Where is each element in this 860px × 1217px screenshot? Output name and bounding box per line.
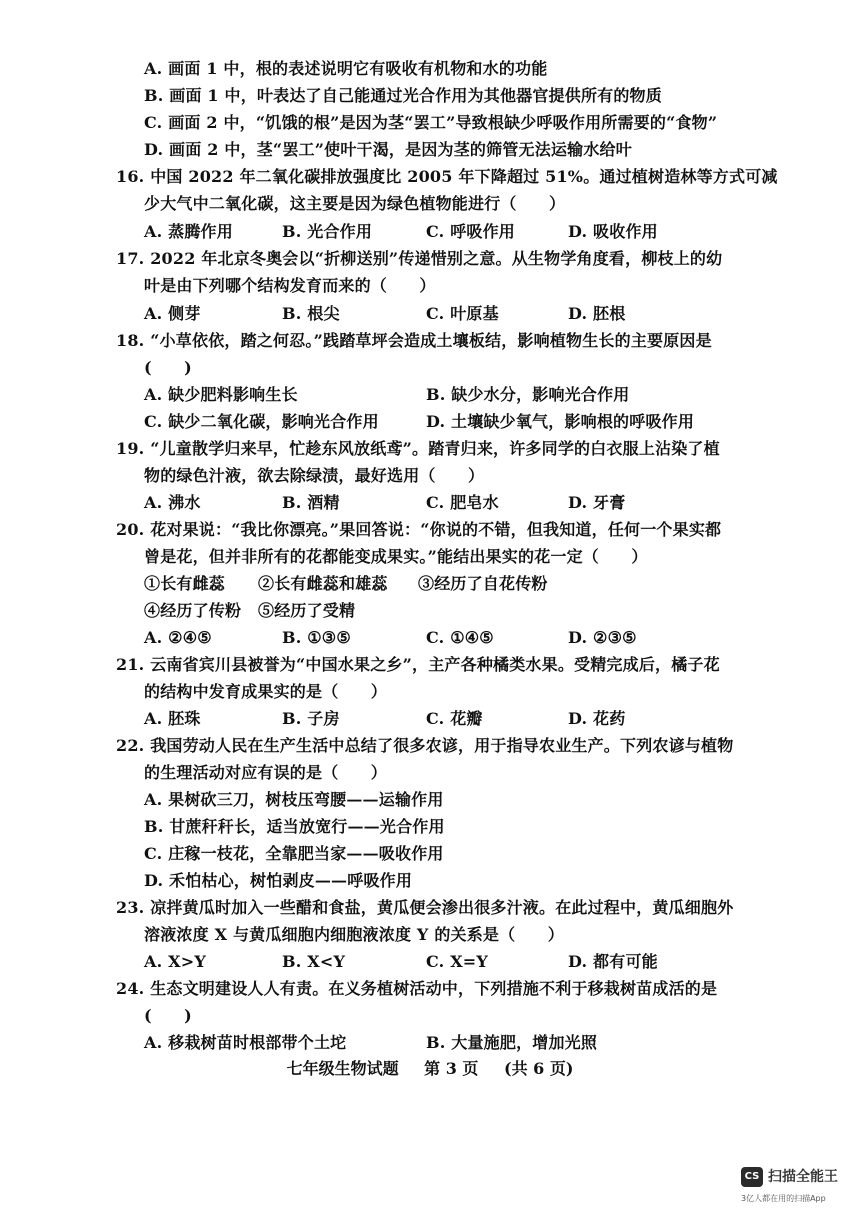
scanner-tagline: 3亿人都在用的扫描App (741, 1194, 826, 1203)
q21-option-a: A. 胚珠 (144, 709, 201, 728)
q24-option-b: B. 大量施肥，增加光照 (426, 1033, 598, 1052)
q22-stem-line2: 的生理活动对应有误的是（ ） (144, 763, 388, 782)
q18-stem-line2: ( ) (144, 358, 192, 377)
footer-total-pages: (共 6 页) (504, 1059, 574, 1078)
q19-stem-line1: 19. “儿童散学归来早，忙趁东风放纸鸢”。踏青归来，许多同学的白衣服上沾染了植 (116, 439, 720, 458)
scanner-watermark (741, 1165, 851, 1211)
q20-stem-line2: 曾是花，但并非所有的花都能变成果实。”能结出果实的花一定（ ） (144, 547, 648, 566)
q17-option-d: D. 胚根 (568, 304, 626, 323)
q20-option-c: C. ①④⑤ (426, 628, 494, 647)
scanner-logo-icon: CS (741, 1167, 763, 1187)
q21-option-c: C. 花瓣 (426, 709, 483, 728)
q15-option-c: C. 画面 2 中，“饥饿的根”是因为茎“罢工”导致根缺少呼吸作用所需要的“食物” (144, 113, 718, 132)
q23-option-c: C. X=Y (426, 952, 489, 971)
q22-option-a: A. 果树砍三刀，树枝压弯腰——运输作用 (144, 790, 444, 809)
q17-option-a: A. 侧芽 (144, 304, 201, 323)
q22-option-b: B. 甘蔗秆秆长，适当放宽行——光合作用 (144, 817, 445, 836)
q15-option-d: D. 画面 2 中，茎“罢工”使叶干渴，是因为茎的筛管无法运输水给叶 (144, 140, 632, 159)
q20-option-b: B. ①③⑤ (282, 628, 351, 647)
q17-stem-line1: 17. 2022 年北京冬奥会以“折柳送别”传递惜别之意。从生物学角度看，柳枝上的幼 (116, 249, 723, 268)
q19-option-c: C. 肥皂水 (426, 493, 499, 512)
q16-option-d: D. 吸收作用 (568, 222, 658, 241)
q17-option-c: C. 叶原基 (426, 304, 499, 323)
q19-stem-line2: 物的绿色汁液，欲去除绿渍，最好选用（ ） (144, 466, 485, 485)
q20-stem-line1: 20. 花对果说：“我比你漂亮。”果回答说：“你说的不错，但我知道，任何一个果实都 (116, 520, 722, 539)
q20-statement-3: ③经历了自花传粉 (418, 574, 548, 593)
q16-option-b: B. 光合作用 (282, 222, 373, 241)
q15-option-b: B. 画面 1 中，叶表达了自己能通过光合作用为其他器官提供所有的物质 (144, 86, 662, 105)
q18-option-d: D. 土壤缺少氧气，影响根的呼吸作用 (426, 412, 695, 431)
q16-stem-line2: 少大气中二氧化碳，这主要是因为绿色植物能进行（ ） (144, 194, 566, 213)
page-footer (0, 1056, 860, 1079)
q19-option-a: A. 沸水 (144, 493, 201, 512)
q20-statement-2: ②长有雌蕊和雄蕊 (258, 574, 388, 593)
q21-option-b: B. 子房 (282, 709, 340, 728)
q18-option-c: C. 缺少二氧化碳，影响光合作用 (144, 412, 379, 431)
q17-stem-line2: 叶是由下列哪个结构发育而来的（ ） (144, 276, 436, 295)
q15-option-a: A. 画面 1 中，根的表述说明它有吸收有机物和水的功能 (144, 59, 548, 78)
q23-option-d: D. 都有可能 (568, 952, 658, 971)
q23-option-a: A. X>Y (144, 952, 206, 971)
footer-title: 七年级生物试题 (286, 1059, 399, 1078)
q19-option-b: B. 酒精 (282, 493, 340, 512)
q21-stem-line2: 的结构中发育成果实的是（ ） (144, 682, 388, 701)
q20-option-d: D. ②③⑤ (568, 628, 637, 647)
q16-stem-line1: 16. 中国 2022 年二氧化碳排放强度比 2005 年下降超过 51%。通过植树造林等方式可减 (116, 167, 778, 186)
q16-option-a: A. 蒸腾作用 (144, 222, 233, 241)
q18-option-b: B. 缺少水分，影响光合作用 (426, 385, 630, 404)
q16-option-c: C. 呼吸作用 (426, 222, 515, 241)
q18-option-a: A. 缺少肥料影响生长 (144, 385, 298, 404)
q19-option-d: D. 牙膏 (568, 493, 626, 512)
q21-stem-line1: 21. 云南省宾川县被誉为“中国水果之乡”，主产各种橘类水果。受精完成后，橘子花 (116, 655, 720, 674)
scanner-app-name: 扫描全能王 (768, 1169, 838, 1185)
q17-option-b: B. 根尖 (282, 304, 340, 323)
q22-option-d: D. 禾怕枯心，树怕剥皮——呼吸作用 (144, 871, 413, 890)
q24-stem-line2: ( ) (144, 1006, 192, 1025)
q22-option-c: C. 庄稼一枝花，全靠肥当家——吸收作用 (144, 844, 444, 863)
q24-option-a: A. 移栽树苗时根部带个土坨 (144, 1033, 347, 1052)
q23-stem-line1: 23. 凉拌黄瓜时加入一些醋和食盐，黄瓜便会渗出很多汁液。在此过程中，黄瓜细胞外 (116, 898, 734, 917)
q24-stem-line1: 24. 生态文明建设人人有责。在义务植树活动中，下列措施不利于移栽树苗成活的是 (116, 979, 718, 998)
q23-stem-line2: 溶液浓度 X 与黄瓜细胞内细胞液浓度 Y 的关系是（ ） (144, 925, 564, 944)
q18-stem-line1: 18. “小草依依，踏之何忍。”践踏草坪会造成土壤板结，影响植物生长的主要原因是 (116, 331, 712, 350)
q20-statement-1: ①长有雌蕊 (144, 574, 226, 593)
footer-page-number: 第 3 页 (424, 1059, 479, 1078)
q20-statement-4: ④经历了传粉 (144, 601, 242, 620)
q21-option-d: D. 花药 (568, 709, 626, 728)
q20-statement-5: ⑤经历了受精 (258, 601, 356, 620)
q23-option-b: B. X<Y (282, 952, 346, 971)
q20-option-a: A. ②④⑤ (144, 628, 212, 647)
q22-stem-line1: 22. 我国劳动人民在生产生活中总结了很多农谚，用于指导农业生产。下列农谚与植物 (116, 736, 734, 755)
